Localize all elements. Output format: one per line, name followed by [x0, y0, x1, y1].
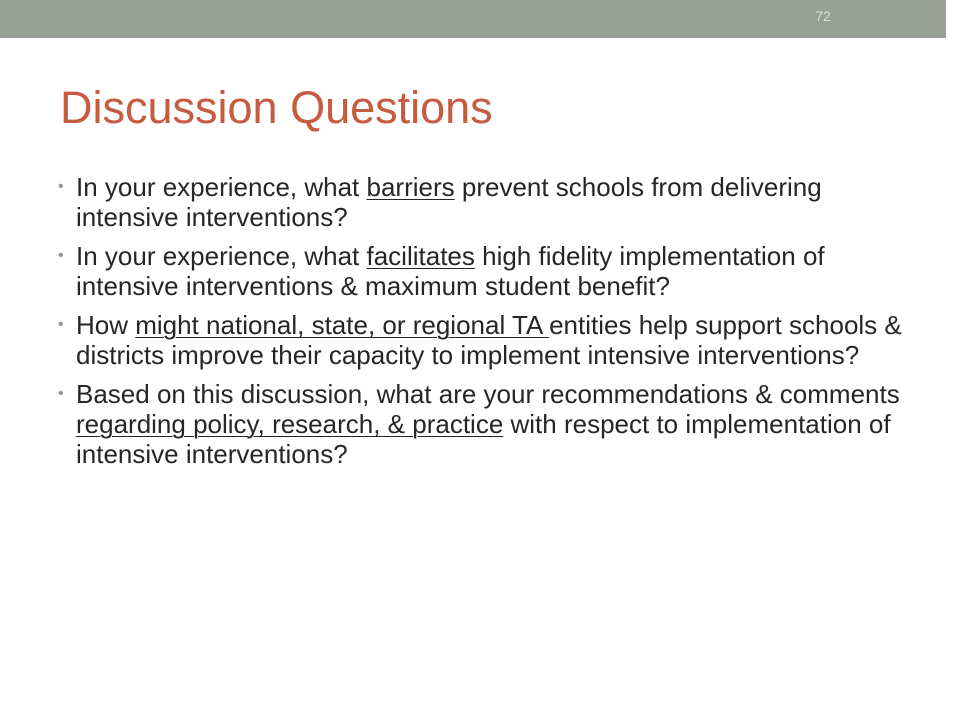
bullet-text: How — [76, 310, 136, 340]
bullet-icon: • — [58, 178, 64, 195]
underlined-term: might national, state, or regional TA — [135, 310, 550, 340]
bullet-text: In your experience, what — [76, 241, 367, 271]
header-band — [0, 0, 946, 38]
bullet-item-facilitates — [58, 241, 918, 301]
bullet-item-recommendations — [58, 379, 918, 469]
slide-title: Discussion Questions — [60, 82, 493, 133]
bullet-text: In your experience, what — [76, 172, 367, 202]
bullet-text: high fidelity implementation of intensive interventions & maximum student benefit? — [76, 241, 825, 301]
bullet-text: with respect to implementation of intensive interventions? — [76, 409, 891, 469]
underlined-term: regarding policy, research, & practice — [76, 409, 504, 439]
bullet-text: entities help support schools & districts improve their capacity to implement intensive interventions? — [76, 310, 902, 370]
bullet-item-barriers — [58, 172, 918, 232]
underlined-term: facilitates — [366, 241, 475, 271]
bullet-icon: • — [58, 385, 64, 402]
slide-number: 72 — [815, 8, 831, 24]
underlined-term: barriers — [366, 172, 455, 202]
bullet-icon: • — [58, 316, 64, 333]
bullet-text: Based on this discussion, what are your recommendations & comments — [76, 379, 900, 409]
bullet-text: prevent schools from delivering intensive interventions? — [76, 172, 822, 232]
bullet-item-ta-entities — [58, 310, 918, 370]
bullet-list — [58, 172, 918, 478]
bullet-icon: • — [58, 247, 64, 264]
